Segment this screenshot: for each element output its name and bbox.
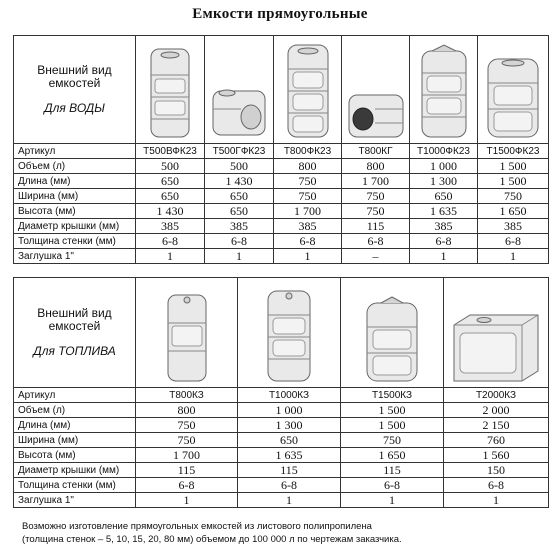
fuel-description-cell (14, 278, 136, 388)
tank-vertical-image (147, 45, 193, 141)
spec-value-cell: 115 (342, 219, 410, 234)
spec-value-cell: 385 (410, 219, 478, 234)
spec-value-cell: 6-8 (478, 234, 549, 249)
spec-value-cell: 1 (205, 249, 274, 264)
spec-row-label: Ширина (мм) (14, 433, 136, 448)
tank-vertical-image (284, 41, 332, 141)
article-cell: Т800ФК23 (274, 144, 342, 159)
tank-image-cell (136, 278, 238, 388)
article-cell: Т500ГФК23 (205, 144, 274, 159)
spec-value-cell: 6-8 (341, 478, 444, 493)
spec-value-cell: 385 (205, 219, 274, 234)
article-cell: Т2000КЗ (444, 388, 549, 403)
spec-value-cell: 500 (136, 159, 205, 174)
spec-value-cell: 1 700 (136, 448, 238, 463)
tank-image-cell (410, 36, 478, 144)
spec-value-cell: 1 650 (341, 448, 444, 463)
spec-value-cell: 1 300 (410, 174, 478, 189)
tank-image-cell (274, 36, 342, 144)
spec-value-cell: 1 700 (274, 204, 342, 219)
spec-value-cell: 800 (274, 159, 342, 174)
spec-value-cell: 6-8 (410, 234, 478, 249)
article-cell: Т1000КЗ (238, 388, 341, 403)
spec-value-cell: 1 430 (205, 174, 274, 189)
spec-value-cell: 1 635 (410, 204, 478, 219)
spec-row-label: Артикул (14, 144, 136, 159)
spec-value-cell: 650 (238, 433, 341, 448)
spec-row-label: Толщина стенки (мм) (14, 234, 136, 249)
tank-image-cell (342, 36, 410, 144)
spec-row-label: Объем (л) (14, 159, 136, 174)
tank-horizontal-image (209, 81, 269, 141)
spec-value-cell: 1 (274, 249, 342, 264)
spec-value-cell: 6-8 (342, 234, 410, 249)
spec-value-cell: 650 (136, 174, 205, 189)
spec-value-cell: 6-8 (205, 234, 274, 249)
spec-value-cell: 650 (205, 204, 274, 219)
spec-value-cell: 1 (478, 249, 549, 264)
spec-value-cell: 1 (341, 493, 444, 508)
spec-row (14, 189, 549, 204)
spec-value-cell: 1 (136, 493, 238, 508)
spec-value-cell: 385 (136, 219, 205, 234)
spec-value-cell: 115 (341, 463, 444, 478)
spec-row-label: Заглушка 1" (14, 249, 136, 264)
spec-value-cell: 1 (410, 249, 478, 264)
page-title: Емкости прямоугольные (192, 6, 368, 22)
tank-vertical-image (484, 53, 542, 141)
spec-value-cell: 750 (478, 189, 549, 204)
spec-row-label: Ширина (мм) (14, 189, 136, 204)
spec-value-cell: 760 (444, 433, 549, 448)
spec-row-label: Длина (мм) (14, 418, 136, 433)
spec-row-label: Объем (л) (14, 403, 136, 418)
spec-value-cell: 750 (136, 433, 238, 448)
spec-row (14, 219, 549, 234)
article-cell: Т800КГ (342, 144, 410, 159)
spec-value-cell: 800 (136, 403, 238, 418)
fuel-usage: Для ТОПЛИВА (33, 344, 116, 358)
tank-horizontal-image (450, 311, 542, 385)
spec-value-cell: 6-8 (444, 478, 549, 493)
spec-value-cell: 500 (205, 159, 274, 174)
spec-row-label: Диаметр крышки (мм) (14, 463, 136, 478)
spec-value-cell: 1 500 (478, 174, 549, 189)
tank-image-cell (478, 36, 549, 144)
spec-row-label: Заглушка 1" (14, 493, 136, 508)
tank-image-cell (238, 278, 341, 388)
spec-value-cell: 1 300 (238, 418, 341, 433)
spec-value-cell: 650 (136, 189, 205, 204)
spec-value-cell: 6-8 (274, 234, 342, 249)
spec-value-cell: 650 (205, 189, 274, 204)
tank-image-cell (205, 36, 274, 144)
spec-value-cell: 115 (136, 463, 238, 478)
spec-value-cell: 750 (274, 174, 342, 189)
spec-value-cell: 385 (274, 219, 342, 234)
tank-horizontal-image (345, 89, 407, 141)
tank-vertical-image (418, 43, 470, 141)
spec-value-cell: 1 (238, 493, 341, 508)
spec-row (14, 204, 549, 219)
spec-row-label: Толщина стенки (мм) (14, 478, 136, 493)
spec-row (14, 144, 549, 159)
spec-value-cell: 750 (341, 433, 444, 448)
spec-value-cell: 1 500 (478, 159, 549, 174)
spec-value-cell: 2 000 (444, 403, 549, 418)
footer-note (22, 520, 542, 546)
spec-row (14, 174, 549, 189)
spec-value-cell: 2 150 (444, 418, 549, 433)
spec-row (14, 418, 549, 433)
tank-image-cell (444, 278, 549, 388)
spec-value-cell: 800 (342, 159, 410, 174)
water-description: Внешний вид емкостей (37, 63, 112, 90)
spec-row (14, 234, 549, 249)
footer-line-1: Возможно изготовление прямоугольных емкостей из листового полипропилена (22, 521, 372, 532)
water-usage: Для ВОДЫ (44, 101, 105, 115)
tank-image-cell (341, 278, 444, 388)
spec-value-cell: 750 (136, 418, 238, 433)
spec-row-label: Диаметр крышки (мм) (14, 219, 136, 234)
spec-value-cell: 750 (342, 189, 410, 204)
footer-line-2: (толщина стенок – 5, 10, 15, 20, 80 мм) объемом до 100 000 л по чертежам заказчика. (22, 534, 402, 545)
spec-value-cell: 1 (444, 493, 549, 508)
article-cell: Т500ВФК23 (136, 144, 205, 159)
spec-value-cell: 1 (136, 249, 205, 264)
fuel-description: Внешний вид емкостей (37, 306, 112, 333)
spec-value-cell: 1 560 (444, 448, 549, 463)
spec-row (14, 159, 549, 174)
spec-value-cell: 6-8 (238, 478, 341, 493)
spec-value-cell: 650 (410, 189, 478, 204)
spec-value-cell: 6-8 (136, 234, 205, 249)
spec-row-label: Высота (мм) (14, 204, 136, 219)
spec-value-cell: 750 (274, 189, 342, 204)
spec-value-cell: 1 635 (238, 448, 341, 463)
tank-vertical-image (264, 287, 314, 385)
spec-row-label: Высота (мм) (14, 448, 136, 463)
spec-row (14, 388, 549, 403)
spec-row (14, 433, 549, 448)
tank-image-cell (136, 36, 205, 144)
spec-value-cell: – (342, 249, 410, 264)
spec-row (14, 478, 549, 493)
spec-value-cell: 1 700 (342, 174, 410, 189)
article-cell: Т1500ФК23 (478, 144, 549, 159)
spec-value-cell: 1 000 (238, 403, 341, 418)
spec-value-cell: 750 (342, 204, 410, 219)
spec-row (14, 249, 549, 264)
water-description-cell (14, 36, 136, 144)
spec-row-label: Артикул (14, 388, 136, 403)
spec-value-cell: 150 (444, 463, 549, 478)
article-cell: Т1500КЗ (341, 388, 444, 403)
spec-row (14, 448, 549, 463)
spec-value-cell: 385 (478, 219, 549, 234)
article-cell: Т1000ФК23 (410, 144, 478, 159)
fuel-tanks-table (13, 277, 549, 508)
spec-row (14, 403, 549, 418)
spec-row (14, 463, 549, 478)
spec-value-cell: 115 (238, 463, 341, 478)
spec-value-cell: 1 000 (410, 159, 478, 174)
tank-vertical-image (164, 291, 210, 385)
spec-value-cell: 1 500 (341, 403, 444, 418)
spec-row-label: Длина (мм) (14, 174, 136, 189)
spec-value-cell: 1 500 (341, 418, 444, 433)
water-tanks-table (13, 35, 549, 264)
spec-row (14, 493, 549, 508)
tank-vertical-image (363, 295, 421, 385)
spec-value-cell: 6-8 (136, 478, 238, 493)
article-cell: Т800КЗ (136, 388, 238, 403)
spec-value-cell: 1 430 (136, 204, 205, 219)
spec-value-cell: 1 650 (478, 204, 549, 219)
